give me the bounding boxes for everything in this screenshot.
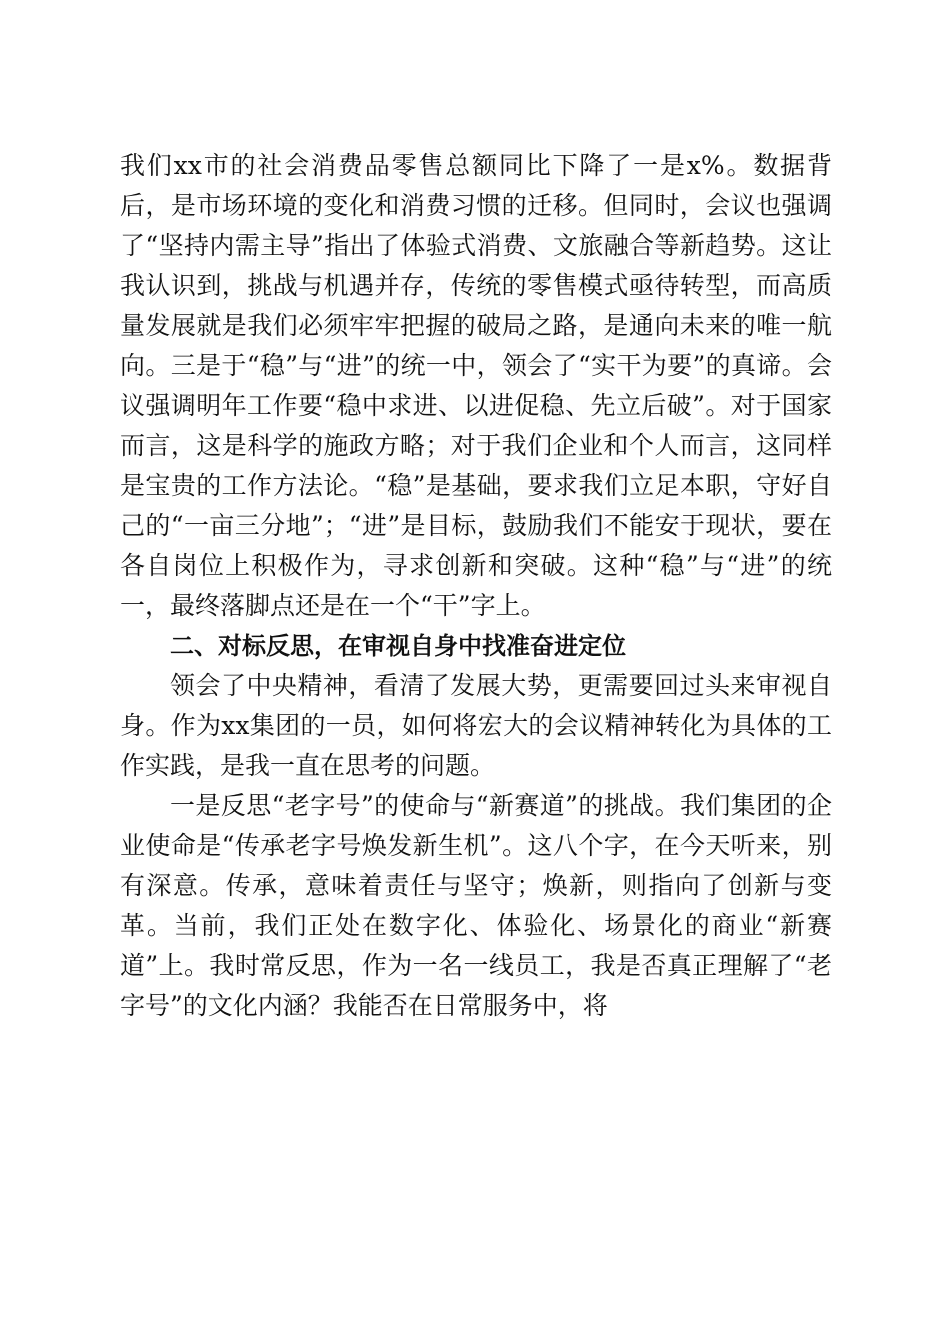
- paragraph-intro: 领会了中央精神，看清了发展大势，更需要回过头来审视自身。作为xx集团的一员，如何将宏大的会议精神转化为具体的工作实践，是我一直在思考的问题。: [120, 671, 832, 780]
- paragraph-continuation: 我们xx市的社会消费品零售总额同比下降了一是x%。数据背后，是市场环境的变化和消费习惯的迁移。但同时，会议也强调了“坚持内需主导”指出了体验式消费、文旅融合等新趋势。这让我认识到，挑战与机遇并存，传统的零售模式亟待转型，而高质量发展就是我们必须牢牢把握的破局之路，是通向未来的唯一航向。三是于“稳”与“进”的统一中，领会了“实干为要”的真谛。会议强调明年工作要“稳中求进、以进促稳、先立后破”。对于国家而言，这是科学的施政方略；对于我们企业和个人而言，这同样是宝贵的工作方法论。“稳”是基础，要求我们立足本职，守好自己的“一亩三分地”；“进”是目标，鼓励我们不能安于现状，要在各自岗位上积极作为，寻求创新和突破。这种“稳”与“进”的统一，最终落脚点还是在一个“干”字上。: [120, 151, 832, 620]
- section-heading: 二、对标反思，在审视自身中找准奋进定位: [170, 632, 626, 660]
- paragraph-point-one: 一是反思“老字号”的使命与“新赛道”的挑战。我们集团的企业使命是“传承老字号焕发新生机”。这八个字，在今天听来，别有深意。传承，意味着责任与坚守；焕新，则指向了创新与变革。当前，我们正处在数字化、体验化、场景化的商业“新赛道”上。我时常反思，作为一名一线员工，我是否真正理解了“老字号”的文化内涵？我能否在日常服务中，将: [120, 791, 832, 1020]
- document-body: [120, 146, 832, 1026]
